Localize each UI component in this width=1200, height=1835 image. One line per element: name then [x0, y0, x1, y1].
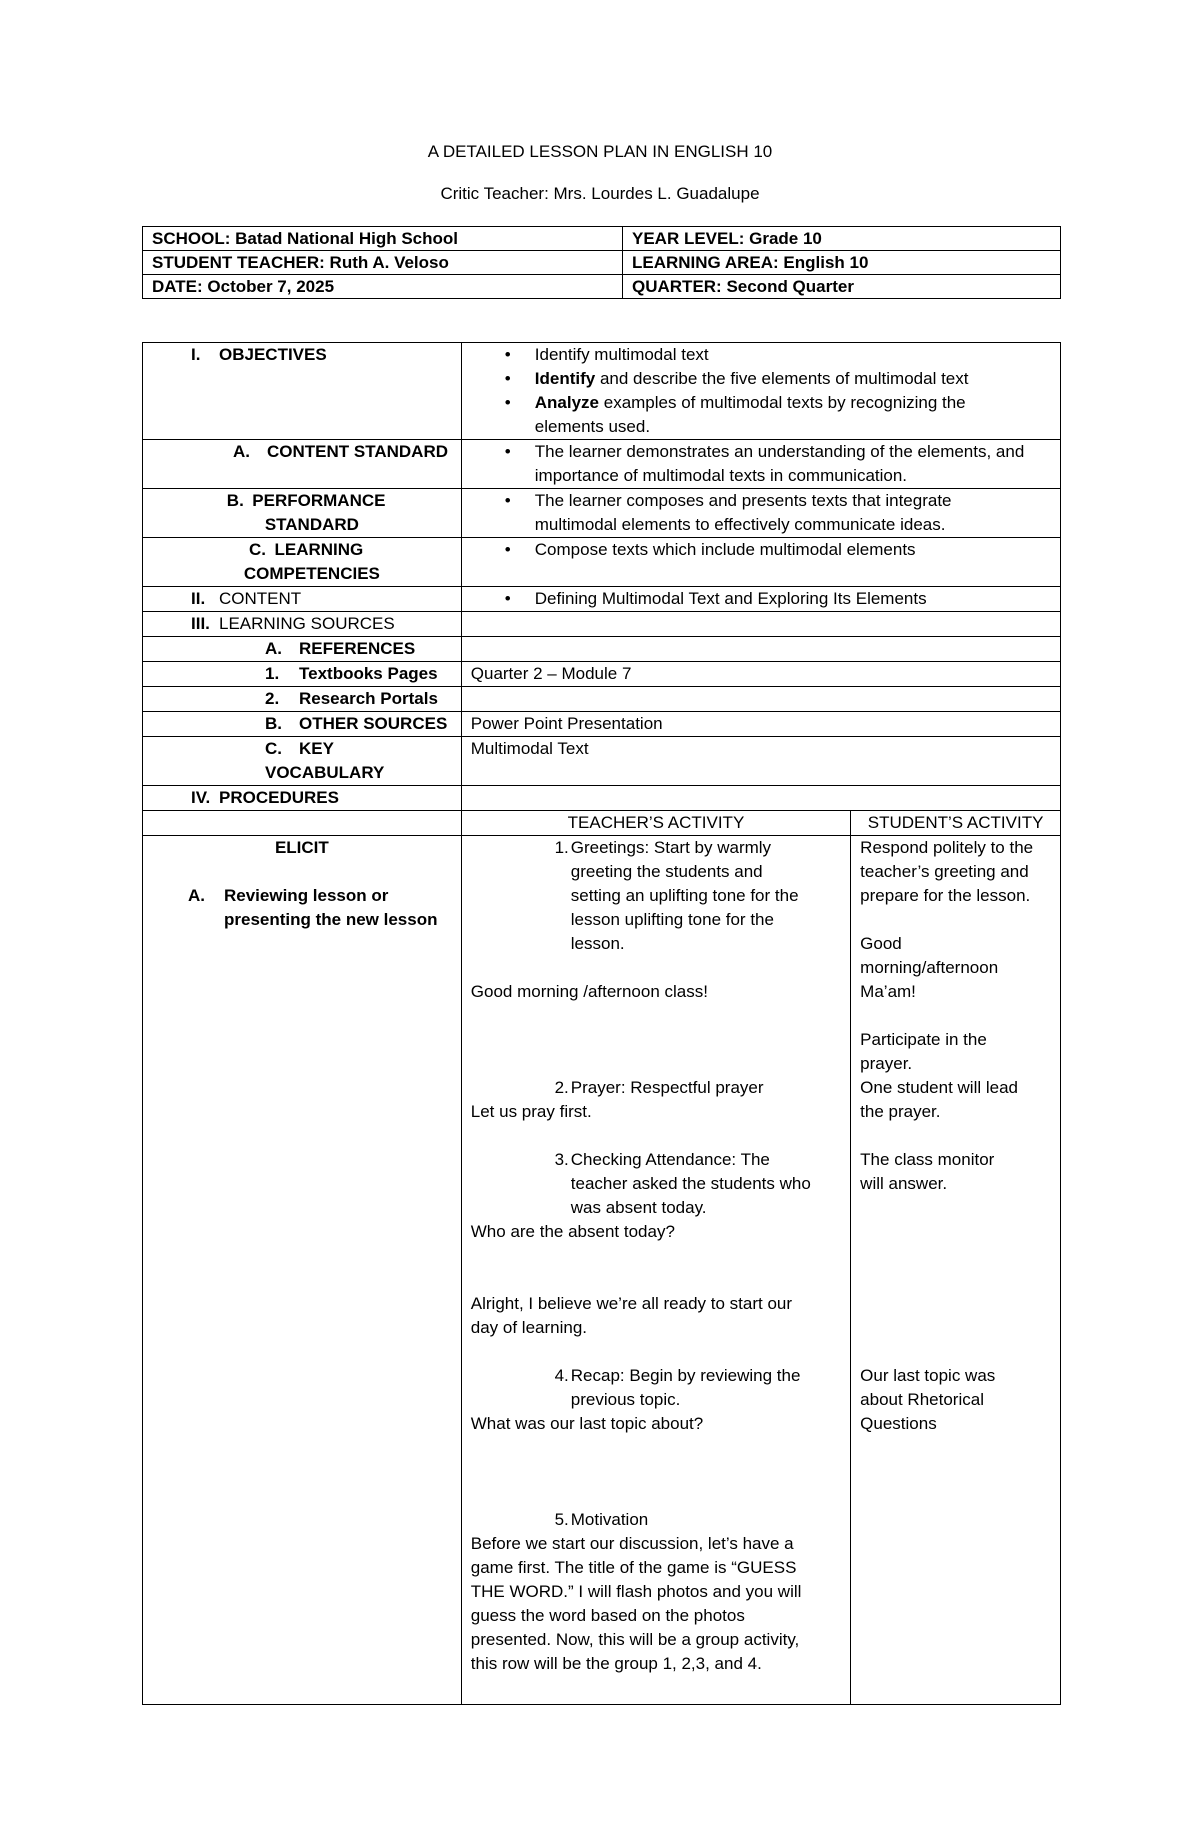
- prayer-step: 2. Prayer: Respectful prayer: [554, 1078, 764, 1097]
- other-sources-row: B. OTHER SOURCES Power Point Presentation: [143, 712, 1061, 737]
- info-table: [142, 226, 1061, 299]
- content-text: • Defining Multimodal Text and Exploring Its Elements: [462, 587, 1054, 611]
- objective-item: • Analyze examples of multimodal texts by recognizing the elements used.: [462, 391, 1054, 439]
- elicit-label: ELICIT: [274, 838, 329, 857]
- student-teacher-cell: STUDENT TEACHER: Ruth A. Veloso: [143, 251, 623, 275]
- key-vocabulary-value: Multimodal Text: [461, 737, 1060, 786]
- objectives-row: I. OBJECTIVES • Identify multimodal text • Identify and describe the five elements of multimodal text • Analyze examples of multimodal texts by recognizing the elements used.: [143, 343, 1061, 440]
- performance-standard-row: B. PERFORMANCE STANDARD • The learner composes and presents texts that integrate multimodal elements to effectively communicate ideas.: [143, 489, 1061, 538]
- textbooks-label: Textbooks Pages: [299, 664, 438, 683]
- recap-line: What was our last topic about?: [470, 1414, 704, 1433]
- student-activity-cell: [851, 836, 1061, 1705]
- greeting-line: Good morning /afternoon class!: [470, 982, 708, 1001]
- year-level-cell: YEAR LEVEL: Grade 10: [623, 227, 1061, 251]
- student-activity-header: STUDENT’S ACTIVITY: [851, 811, 1061, 836]
- content-standard-label: CONTENT STANDARD: [267, 442, 449, 461]
- research-label: Research Portals: [299, 689, 438, 708]
- activity-header-row: [143, 811, 1061, 836]
- prayer-line: Let us pray first.: [470, 1102, 592, 1121]
- learning-competencies-row: C. LEARNING COMPETENCIES • Compose texts which include multimodal elements: [143, 538, 1061, 587]
- learning-competencies-label: LEARNING: [274, 540, 364, 559]
- research-value: [461, 687, 1060, 712]
- learning-competencies-text: • Compose texts which include multimodal elements: [462, 538, 1054, 562]
- learning-sources-row: III. LEARNING SOURCES: [143, 612, 1061, 637]
- ready-line: Alright, I believe we’re all ready to start our day of learning.: [470, 1294, 793, 1337]
- research-row: 2. Research Portals: [143, 687, 1061, 712]
- textbooks-row: 1. Textbooks Pages Quarter 2 – Module 7: [143, 662, 1061, 687]
- learning-area-cell: LEARNING AREA: English 10: [623, 251, 1061, 275]
- learning-sources-label: LEARNING SOURCES: [219, 614, 395, 633]
- attendance-line: Who are the absent today?: [470, 1222, 675, 1241]
- motivation-step: 5. Motivation: [554, 1510, 649, 1529]
- lesson-plan-table: [142, 342, 1061, 1705]
- objectives-list: [462, 343, 1054, 439]
- greetings-step: 1. Greetings: Start by warmly greeting the students and setting an uplifting tone for the lesson uplifting tone for the lesson.: [554, 838, 799, 953]
- performance-standard-label: PERFORMANCE: [252, 491, 386, 510]
- textbooks-value: Quarter 2 – Module 7: [461, 662, 1060, 687]
- elicit-row: ELICIT A. Reviewing lesson or presenting the new lesson 1. Greetings: Start by warmly greeting the students and setting an uplifting tone for the lesson uplifting tone for the lesson. Good morning /afternoon class! 2. Prayer: Respectful prayer Let us pray first. 3. Checking Attendance: The teacher asked the students who was absent today. Who are the absent today? Alright, I believe we’re all ready to start our day of learning. 4. Recap: Begin by reviewing the previous topic. What was our last topic about? 5. Motivation Before we start our discussion, let’s have a game first. The title of the game is “GUESS THE WORD.” I will flash photos and you will guess the word based on the photos presented. Now, this will be a group activity, this row will be the group 1, 2,3, and 4. Respond politely to the teacher’s greeting and prepare for the lesson. Good morning/afternoon Ma’am! Participate in the prayer. One student will lead the prayer. The class monitor will answer. Our last topic was about Rhetorical Questions: [143, 836, 1061, 1705]
- attendance-step: 3. Checking Attendance: The teacher asked the students who was absent today.: [554, 1150, 811, 1217]
- content-standard-row: A. CONTENT STANDARD • The learner demonstrates an understanding of the elements, and importance of multimodal texts in communication.: [143, 440, 1061, 489]
- teacher-activity-cell: [461, 836, 850, 1705]
- monitor-text: The class monitor will answer.: [860, 1150, 995, 1193]
- content-row: II. CONTENT • Defining Multimodal Text and Exploring Its Elements: [143, 587, 1061, 612]
- participate-text: Participate in the prayer. One student will lead the prayer.: [860, 1030, 1018, 1121]
- elicit-sub-label: Reviewing lesson or presenting the new lesson: [224, 886, 438, 929]
- last-topic-text: Our last topic was about Rhetorical Questions: [860, 1366, 996, 1433]
- respond-text: Respond politely to the teacher’s greeting and prepare for the lesson.: [860, 838, 1034, 905]
- content-label: CONTENT: [219, 589, 302, 608]
- key-vocabulary-row: C. KEY VOCABULARY Multimodal Text: [143, 737, 1061, 786]
- critic-teacher: Critic Teacher: Mrs. Lourdes L. Guadalupe: [440, 184, 760, 203]
- objectives-label: OBJECTIVES: [219, 345, 327, 364]
- procedures-label: PROCEDURES: [219, 788, 339, 807]
- teacher-activity-header: TEACHER’S ACTIVITY: [461, 811, 850, 836]
- key-vocabulary-label: KEY VOCABULARY: [265, 739, 385, 782]
- objective-item: • Identify and describe the five elements of multimodal text: [462, 367, 1054, 391]
- recap-step: 4. Recap: Begin by reviewing the previous topic.: [554, 1366, 801, 1409]
- date-cell: DATE: October 7, 2025: [143, 275, 623, 299]
- other-sources-label: OTHER SOURCES: [299, 714, 448, 733]
- other-sources-value: Power Point Presentation: [461, 712, 1060, 737]
- procedures-row: IV. PROCEDURES: [143, 786, 1061, 811]
- performance-standard-text: • The learner composes and presents texts that integrate multimodal elements to effectively communicate ideas.: [462, 489, 1054, 537]
- content-standard-text: • The learner demonstrates an understanding of the elements, and importance of multimodal texts in communication.: [462, 440, 1054, 488]
- good-morning-text: Good morning/afternoon Ma’am!: [860, 934, 999, 1001]
- school-cell: SCHOOL: Batad National High School: [143, 227, 623, 251]
- references-row: A. REFERENCES: [143, 637, 1061, 662]
- objective-item: • Identify multimodal text: [462, 343, 1054, 367]
- document-title: A DETAILED LESSON PLAN IN ENGLISH 10: [427, 142, 773, 161]
- motivation-text: Before we start our discussion, let’s have a game first. The title of the game is “GUESS THE WORD.” I will flash photos and you will guess the word based on the photos presented. Now, this will be a group activity, this row will be the group 1, 2,3, and 4.: [470, 1534, 802, 1673]
- references-label: REFERENCES: [299, 639, 416, 658]
- quarter-cell: QUARTER: Second Quarter: [623, 275, 1061, 299]
